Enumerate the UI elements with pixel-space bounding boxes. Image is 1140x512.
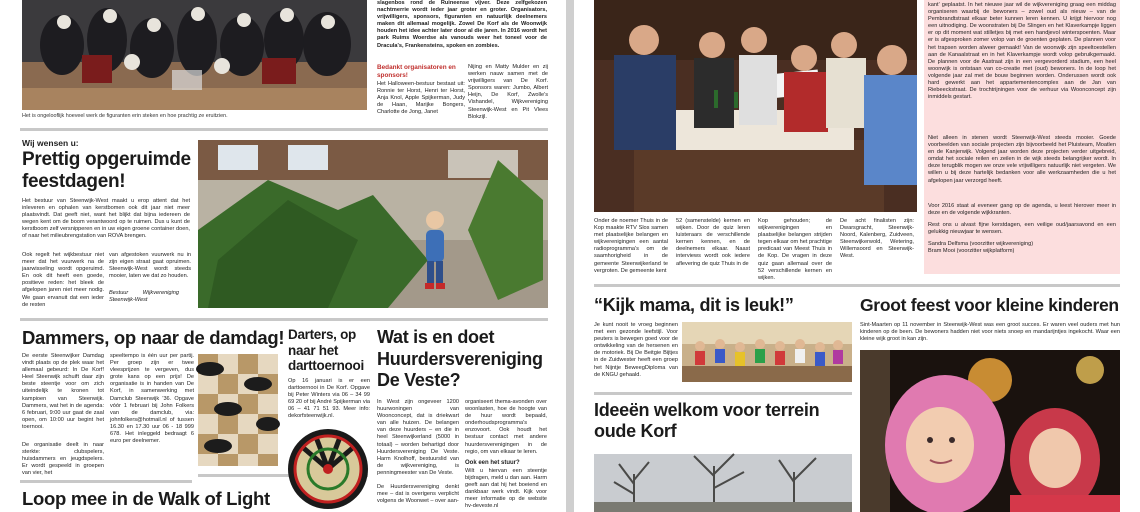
groot-feest-text: Sint-Maarten op 11 november in Steenwijk-West was een groot succes. Er waren veel ouders met hun kinderen op de been. De bewoners hadden niet voor niets snoep en mandarijntjes ingekocht. Waar een kleine wijk groot in kan zijn. [860, 322, 1120, 343]
right-page [574, 0, 1140, 512]
halloween-intro: slagenbos rond de Ruineense vijver. Deze zelfgekozen nachtmerrie wordt ieder jaar groter en groter. Organisators, vrijwilligers, sponsors, figuranten en natuurlijk deelnemers maken dit allemaal mogelijk. Zowel De Korf als de Woonwijk houden het idee achter later door al die jaren. In 2016 wordt het park Ruims Woerdse als vanouds weer het toneel voor de Dracula's, Frankensteins, spoken en zombies. [377, 0, 547, 49]
feestdagen-text-2: Ook regelt het wijkbestuur niet meer dat het vuurwerk na de jaarwisseling wordt opgeruimd. En ook dit heeft een goede, positieve reden: het bleek de afgelopen jaren niet meer nodig. We gaan ervanuit dat een ieder de resten [22, 252, 104, 308]
quiz-caption-col3: Kop gehouden; de wijkverenigingen en plaatselijke belangen strijden tegen elkaar om het prachtige predicaat van Meest Thuis in de Kop. De vragen in deze quiz gaan allemaal over de 52 verschillende kernen en wijken. [758, 218, 833, 281]
wij-wensen-label: Wij wensen u: [22, 138, 79, 148]
year-review-text-4: Rest ons u alvast fijne kerstdagen, een veilige oud/jaarsavond en een gelukkig nieuwjaar te wensen. [928, 222, 1116, 236]
veste-text-col2: organiseert thema-avonden over woonlasten, hoe de hoogte van de huur wordt bepaald, onderhoudsprogramma's enzovoort. Ook houdt het bestuur contact met andere huurdersverenigingen in de regio, om van elkaar te leren. [465, 399, 547, 455]
quiz-caption-col4: De acht finalisten zijn: Dwarsgracht, Steenwijk-Noord, Kalenberg, Zuidveen, Steenwijkerwold, Wetering, Willemsoord en Steenwijk-West. [840, 218, 914, 260]
left-page [0, 0, 566, 512]
trees-photo [594, 454, 852, 512]
dammers-text-1: De eerste Steenwijker Damdag vindt plaats op de plek waar het allemaal gebeurd: In De Korf! Heel Steenwijk schuift daar zijn beste steentje voor om zich uiteindelijk te kronen tot kampioen van Steenwijk. Dammers, wat het in de agenda: 6 februari, 9:00 uur gaat de zaal open, om 10:00 uur begint het toernooi. [22, 353, 104, 430]
ideeen-title: Ideeën welkom voor terrein oude Korf [594, 400, 820, 441]
halloween-caption: Het is ongelooflijk hoeveel werk de figuranten erin steken en hoe prachtig ze eruitzien. [22, 113, 228, 119]
year-review-signature-1: Sandra Delfsma (voorzitter wijkvereniging) [928, 241, 1034, 247]
veste-text-2: De Huurdersvereniging denkt mee – dat is overigens verplicht volgens de Woonwet – over aan- [377, 484, 459, 505]
darters-text: Op 16 januari is er een darttoernooi in De Korf. Opgave bij Peter Winters via 06 – 34 99 69 20 of bij André Spijkerman via 06 – 41 71 51 93. Meer info: dekorfsteenwijk.nl. [288, 378, 370, 420]
divider-3 [20, 480, 192, 483]
halloween-photo [22, 0, 367, 110]
feestdagen-title: Prettig opgeruimde feestdagen! [22, 149, 191, 192]
veste-text-1: In West zijn ongeveer 1200 huurwoningen van Woonconcept, dat is driekwart van alle huizen. De belangen van deze huurders – en die in heel Steenwijkerland (5000 in totaal) – worden behartigd door Huurdersvereniging De Veste. Harm Knolhoff, bestuurslid van de wijkvereniging, is penningmeester van De Veste. [377, 399, 459, 476]
christmas-tree-photo [198, 140, 548, 308]
year-review-text-1: kant' geplaatst. In het nieuwe jaar wil de wijkvereniging graag een middag organiseren waarbij de bewoners – zowel oud als nieuw – van de Pembrandtstraat elkaar beter kunnen leren kennen. U krijgt hiervoor nog een uitnodiging. De woonstraten bij De Slingen en het Klaverkampje liggen er op dit moment wat stilletjes bij met een handjevol winterspoenten. Maar er is afgesproken zomer volop van de groenten geplaten. De plannen voor het trapsen worden alweer gemaakt! Van de woonwijk zijn speeltoestellen aan de Kanaalstraat en in het Klaverkampje wordt volop gebruikgemaakt. De plannen voor de Aastraat zijn in een vergevorderd stadium, een heel woonwijk is ontstaan van co-creatie met (oud) bewoners. In de loop het volgende jaar zal met de bouw beginnen worden. Onderussen wordt ook hard gewerkt aan het appartementencomplex aan de Jan van Riebeeckstraat. De trochtrijningen voor de verhuur via Woonconcept zijn inmiddels gestart. [928, 2, 1116, 101]
feestdagen-signature: Bestuur Wijkvereniging Steenwijk-West [109, 290, 179, 304]
kijk-mama-title: “Kijk mama, dit is leuk!” [594, 295, 794, 315]
halloween-subhead: Bedankt organisatoren en sponsors! [377, 64, 456, 79]
year-review-signature-2: Bram Mooi (voorzitter wijkplatform) [928, 248, 1015, 255]
feestdagen-text-3: van afgestoken vuurwerk nu in zijn eigen straat gaat opruimen. Steenwijk-West wordt steeds mooier, laten we dat zo houden. [109, 252, 191, 280]
quiz-finalists-photo [594, 0, 917, 212]
kijk-mama-text: Je kunt nooit te vroeg beginnen met een gezonde leefstijl. Voor peuters is bewegen goed voor de ontwikkeling van de hersenen en de motoriek. Bij De Beitgie Bijtjes in de Zuidwester heeft een groep het Nijntje BeweegDiploma van de KNGU gehaald. [594, 322, 678, 378]
veste-text-col2b: Wilt u hiervan een steentje bijdragen, meld u dan aan. Harm geeft aan dat hij het boeiend en dankbaar werk vindt. Kijk voor meer informatie op de website hv-deveste.nl [465, 468, 547, 510]
halloween-sponsors-text: Nijing en Matty Mulder en zij werken nauw samen met de vrijwilligers van De Korf. Sponsors waren: Jumbo, Albert Heijn, De Korf, Zwolle's Vishandel, Wijkvereniging Steenwijk-West en Pit Vlees Blokzijl. [468, 64, 548, 120]
year-review-box [924, 0, 1120, 274]
year-review-text-3: Voor 2016 staat al eveneer gang op de agenda, u leest hierover meer in deze en de volgende wijkkranten. [928, 203, 1116, 217]
halloween-board-text: Het Halloween-bestuur bestaat uit: Ronnie ter Horst, Henri ter Horst, Anja Knol, Apple Spijkerman, Judy de Haan, Marijke Bongers, Charlotte de Jong, Janet [377, 81, 465, 116]
year-review-text-2: Niet alleen in stenen wordt Steenwijk-West steeds mooier. Goede voorbeelden van sociale projecten zijn bijvoorbeeld het Pluisteam, Moatlen en de Kanjerwijk. Volgend jaar worden deze projecten verder uitgebreid, omdat het sociale reilen en zeilen in de wijk steeds belangrijker wordt. In deze terugblik mogen we onze vele vrijwilligers natuurlijk niet vergeten. We willen u bij deze hartelijk bedanken voor alle werkzaamheden die u het afgelopen jaar verzorgd heeft. [928, 135, 1116, 184]
divider-2 [20, 318, 548, 321]
dammers-text-col2: speeltempo is één uur per partij. Per groep zijn er twee vleesprijzen te vergeven, dus grote kans op een prijs! De organisatie is in handen van De Korf, in samenwerking met Damclub Steenwijk '36. Opgave vóór 1 februari bij John Folkers van de damclub, via: johnfolkers@hotmail.nl of tussen 16.30 en 17.30 uur 06 - 18 999 678. Het inleggeld bedraagt 6 euro per deelnemer. [110, 353, 194, 445]
right-divider-2 [594, 392, 852, 395]
quiz-caption-col2: 52 (samenstelde) kernen en wijken. Door de quiz leren luisteraars de verschillende kernen kennen, en de deelnemers elkaar. Naast interviews wordt ook iedere aflevering de quiz Thuis in de [676, 218, 750, 267]
right-divider-1 [594, 284, 1120, 287]
dammers-title: Dammers, op naar de damdag! [22, 327, 285, 348]
veste-subhead: Ook een het stuur? [465, 460, 520, 466]
walk-of-light-title: Loop mee in de Walk of Light [22, 488, 270, 509]
divider-1 [20, 128, 548, 131]
feestdagen-text-1: Het bestuur van Steenwijk-West maakt u erop attent dat het inleveren en ophalen van kerstbomen ook dit jaar niet meer plaatsvindt. Dat geeft niet, want het blijkt dat bijna iedereen de wegen kent om de boom verantwoord op te ruimen. Dus u kunt de kerstboom zelf versnipperen en in uw eigen groene container doen, of naar het milieubrengstation van ROVA brengen. [22, 198, 190, 240]
page-gutter [566, 0, 574, 512]
quiz-caption-col1: Onder de noemer Thuis in de Kop maakte RTV Slos samen met plaatselijke belangen en wijkverenigingen een aantal radioprogramma's om de saamhorigheid in de gemeente Steenwijkerland te vergroten. De gemeente kent [594, 218, 668, 274]
toddlers-photo [682, 322, 852, 382]
dartboard-photo [288, 425, 368, 469]
veste-title: Wat is en doet Huurdersvereniging De Veste? [377, 327, 543, 390]
darters-title: Darters, op naar het darttoernooi [288, 327, 364, 373]
lantern-children-photo [860, 350, 1120, 512]
groot-feest-title: Groot feest voor kleine kinderen [860, 295, 1119, 315]
checkers-board-photo [198, 354, 278, 466]
dammers-text-2: De organisatie deelt in naar sterkte: clubspelers, huisdammers en jeugdspelers. Er wordt gespeeld in groepen van vier, het [22, 442, 104, 477]
